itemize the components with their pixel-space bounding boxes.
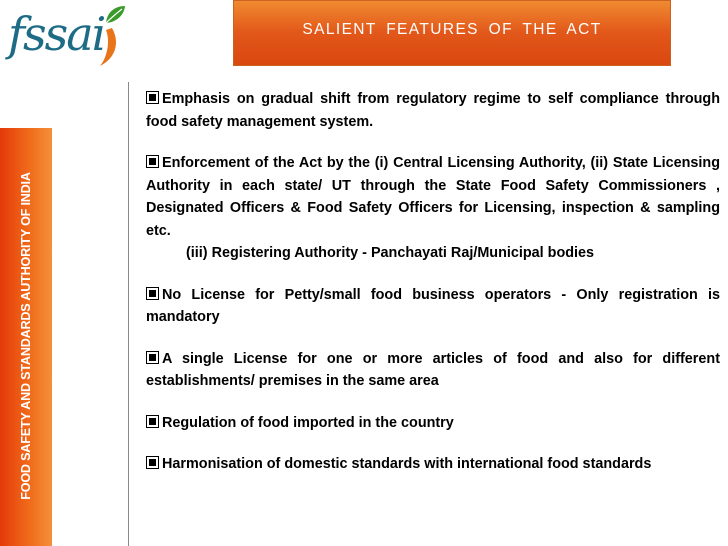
bullet-list bbox=[146, 88, 720, 495]
list-item bbox=[146, 152, 720, 242]
logo-wordmark: fssai bbox=[8, 7, 105, 61]
square-bullet-icon bbox=[146, 91, 159, 104]
page-title: SALIENT FEATURES OF THE ACT bbox=[302, 21, 602, 38]
fssai-logo bbox=[8, 4, 128, 68]
list-item bbox=[146, 412, 720, 435]
list-subitem-text: (iii) Registering Authority - Panchayati Raj/Municipal bodies bbox=[186, 245, 595, 261]
square-bullet-icon bbox=[146, 287, 159, 300]
vertical-divider bbox=[128, 82, 129, 546]
square-bullet-icon bbox=[146, 415, 159, 428]
list-item bbox=[146, 453, 720, 476]
list-item-text: A single License for one or more articles of food and also for different establishments/ premises in the same area bbox=[146, 350, 720, 389]
list-item bbox=[146, 88, 720, 133]
list-item-text: Enforcement of the Act by the (i) Central Licensing Authority, (ii) State Licensing Authority in each state/ UT through the State Food Safety Commissioners , Designated Officers & Food Safety Officers for Licensing, inspection & sampling etc. bbox=[146, 155, 720, 239]
list-item-text: No License for Petty/small food business operators - Only registration is mandatory bbox=[146, 286, 720, 325]
square-bullet-icon bbox=[146, 351, 159, 364]
list-subitem bbox=[146, 242, 720, 265]
list-item-text: Harmonisation of domestic standards with international food standards bbox=[162, 456, 652, 472]
list-item bbox=[146, 348, 720, 393]
sidebar-label: FOOD SAFETY AND STANDARDS AUTHORITY OF INDIA bbox=[19, 172, 33, 500]
square-bullet-icon bbox=[146, 456, 159, 469]
list-item bbox=[146, 284, 720, 329]
square-bullet-icon bbox=[146, 155, 159, 168]
swoosh-icon bbox=[96, 16, 126, 68]
header-banner bbox=[233, 0, 671, 66]
list-item-text: Regulation of food imported in the country bbox=[162, 414, 454, 431]
list-item-text: Emphasis on gradual shift from regulatory regime to self compliance through food safety management system. bbox=[146, 91, 720, 130]
